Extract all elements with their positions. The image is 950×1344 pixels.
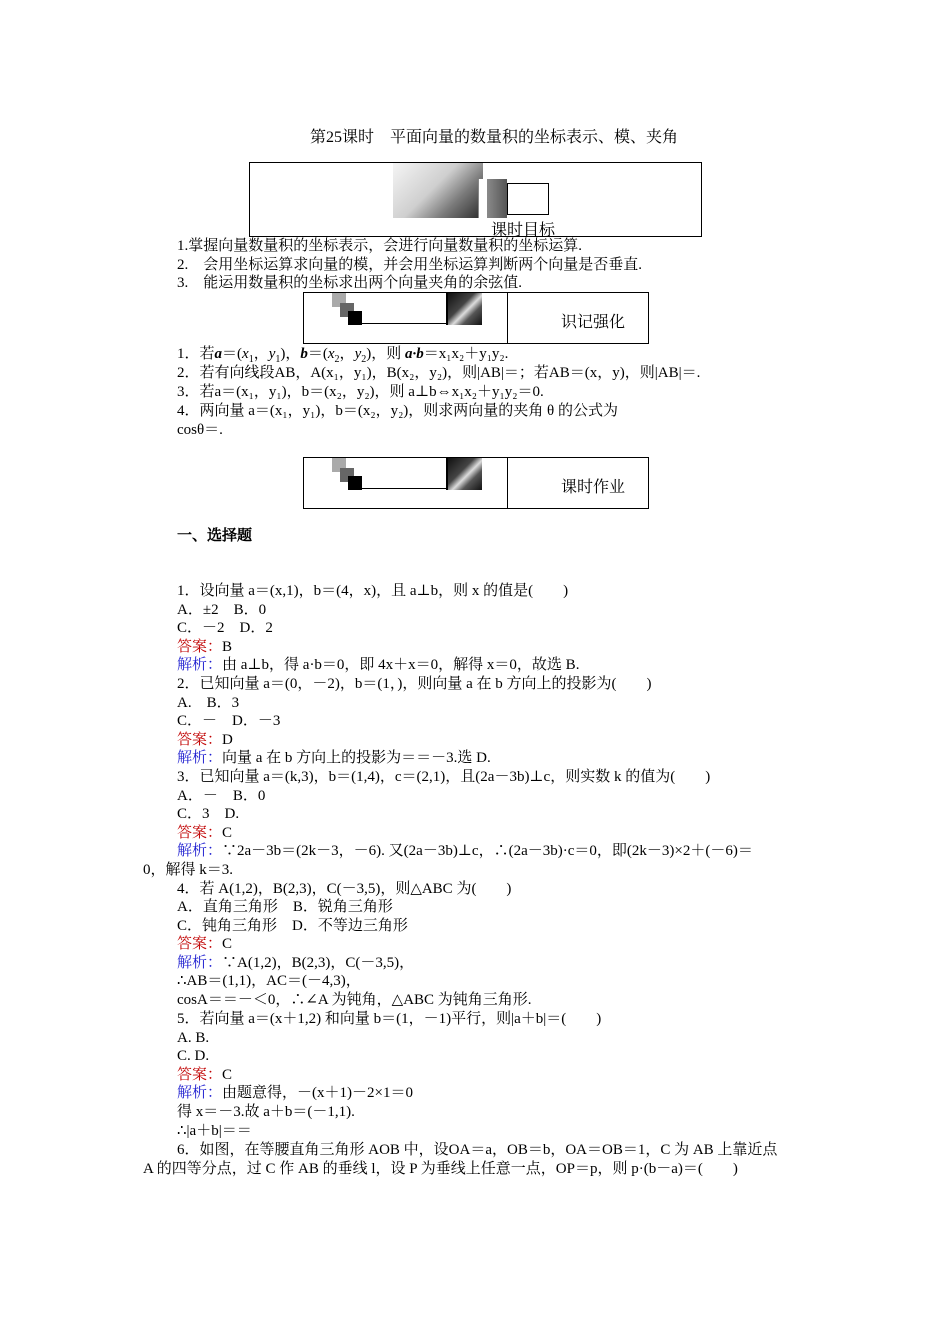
option-line: C. D.	[177, 1048, 210, 1064]
homework-banner-label: 课时作业	[561, 479, 626, 496]
answer-value: B	[222, 639, 233, 655]
text: 1．若	[177, 346, 215, 362]
option-line: A. B.	[177, 1030, 210, 1046]
text: ＝x₁x₂＋y₁y₂.	[423, 346, 509, 362]
answer-value: C	[222, 1067, 233, 1083]
explanation-line	[177, 954, 414, 972]
sub: 1	[275, 354, 281, 365]
text: ＝(	[307, 346, 328, 362]
option-line: C．－ D．－3	[177, 713, 281, 729]
vec-b: b	[300, 346, 308, 362]
explanation-label: 解析：	[177, 657, 223, 673]
goal-item: 2. 会用坐标运算求向量的模，并会用坐标运算判断两个向量是否垂直.	[177, 257, 643, 273]
explanation-continuation: cosA＝＝－＜0，∴∠A 为钝角，△ABC 为钝角三角形.	[177, 992, 532, 1008]
var: y	[354, 346, 362, 362]
goal-item: 1.掌握向量数量积的坐标表示，会进行向量数量积的坐标运算.	[177, 238, 583, 254]
explanation-line	[177, 656, 579, 674]
question-1: 1．设向量 a＝(x,1)，b＝(4，x)，且 a⊥b，则 x 的值是( )	[177, 583, 569, 599]
question-6-continuation: A 的四等分点，过 C 作 AB 的垂线 l，设 P 为垂线上任意一点，OP＝p，则 p·(b－a)＝( )	[143, 1161, 738, 1177]
answer-label: 答案：	[177, 732, 223, 748]
option-line: A．±2 B．0	[177, 602, 267, 618]
question-2: 2．已知向量 a＝(0，－2)，b＝(1，)，则向量 a 在 b 方向上的投影为( )	[177, 676, 652, 692]
sub: 2	[361, 354, 367, 365]
answer-value: C	[222, 825, 233, 841]
answer-line	[177, 935, 232, 953]
banner-pen-icon	[446, 293, 482, 325]
sub: 1	[248, 354, 254, 365]
banner-divider	[507, 458, 508, 508]
explanation-line	[177, 749, 491, 767]
banner-pen-icon	[446, 458, 482, 490]
dot-product: a·b	[404, 346, 424, 362]
explanation-text: ∵A(1,2)，B(2,3)，C(－3,5)，	[222, 955, 415, 971]
question-4: 4．若 A(1,2)，B(2,3)，C(－3,5)，则△ABC 为( )	[177, 881, 512, 897]
memory-item-4-formula: cosθ＝.	[177, 422, 223, 438]
banner-graphic-block	[487, 179, 507, 218]
explanation-text: 向量 a 在 b 方向上的投影为＝＝－3.选 D.	[222, 750, 491, 766]
explanation-label: 解析：	[177, 843, 223, 859]
page-title: 第25课时 平面向量的数量积的坐标表示、模、夹角	[309, 129, 678, 146]
memory-item-2: 2．若有向线段AB，A(x₁，y₁)，B(x₂，y₂)，则|AB|＝；若AB＝(x，y)，则|AB|＝.	[177, 365, 701, 381]
explanation-line	[177, 1084, 413, 1102]
option-line: A．－ B．0	[177, 788, 266, 804]
option-line: C．钝角三角形 D．不等边三角形	[177, 918, 408, 934]
answer-label: 答案：	[177, 639, 223, 655]
explanation-label: 解析：	[177, 750, 223, 766]
option-line: A．直角三角形 B．锐角三角形	[177, 899, 393, 915]
goal-item: 3. 能运用数量积的坐标求出两个向量夹角的余弦值.	[177, 275, 523, 291]
question-6: 6．如图，在等腰直角三角形 AOB 中，设OA＝a，OB＝b，OA＝OB＝1，C 为 AB 上靠近点	[177, 1142, 778, 1158]
var: y	[268, 346, 276, 362]
explanation-continuation: ∴|a＋b|＝＝	[177, 1123, 252, 1139]
banner-rule	[360, 323, 446, 324]
option-line: C．3 D.	[177, 806, 240, 822]
explanation-label: 解析：	[177, 955, 223, 971]
var: x	[327, 346, 335, 362]
explanation-continuation: 得 x＝－3.故 a＋b＝(－1,1).	[177, 1104, 355, 1120]
banner-divider	[507, 293, 508, 343]
answer-label: 答案：	[177, 936, 223, 952]
question-3: 3．已知向量 a＝(k,3)，b＝(1,4)，c＝(2,1)，且(2a－3b)⊥c，则实数 k 的值为( )	[177, 769, 711, 785]
text: ，	[253, 346, 269, 362]
question-5: 5．若向量 a＝(x＋1,2) 和向量 b＝(1，－1)平行，则|a＋b|＝( )	[177, 1011, 602, 1027]
memory-item-3: 3．若a＝(x₁，y₁)，b＝(x₂，y₂)，则 a⊥b⇔x₁x₂＋y₁y₂＝0.	[177, 384, 544, 400]
goals-banner-label: 课时目标	[491, 222, 556, 239]
goals-banner	[249, 162, 702, 237]
var: x	[242, 346, 249, 362]
section-heading: 一、选择题	[177, 528, 253, 544]
answer-value: D	[222, 732, 233, 748]
text: )，	[280, 346, 301, 362]
vec-a: a	[214, 346, 223, 362]
explanation-text: ∵2a－3b＝(2k－3，－6). 又(2a－3b)⊥c，∴(2a－3b)·c＝0，即(2k－3)×2＋(－6)＝	[222, 843, 753, 859]
answer-label: 答案：	[177, 825, 223, 841]
sub: 2	[334, 354, 340, 365]
option-line: C．－2 D．2	[177, 620, 273, 636]
banner-rule	[360, 488, 446, 489]
answer-line	[177, 824, 232, 842]
explanation-line	[177, 842, 753, 860]
answer-value: C	[222, 936, 233, 952]
text: ＝(	[222, 346, 243, 362]
banner-graphic	[393, 163, 483, 218]
answer-line	[177, 1066, 232, 1084]
option-line: A. B．3	[177, 695, 240, 711]
answer-line	[177, 731, 233, 749]
banner-label-box	[507, 183, 549, 215]
answer-label: 答案：	[177, 1067, 223, 1083]
memory-banner-label: 识记强化	[561, 314, 626, 331]
explanation-text: 由 a⊥b，得 a·b＝0，即 4x＋x＝0，解得 x＝0，故选 B.	[222, 657, 580, 673]
text: ，	[339, 346, 355, 362]
explanation-continuation: 0，解得 k＝3.	[143, 862, 234, 878]
homework-banner	[303, 457, 649, 509]
explanation-continuation: ∴AB＝(1,1)，AC＝(－4,3)，	[177, 973, 361, 989]
memory-item-4: 4．两向量 a＝(x₁，y₁)，b＝(x₂，y₂)，则求两向量的夹角 θ 的公式为	[177, 403, 618, 419]
memory-banner	[303, 292, 649, 344]
explanation-text: 由题意得，－(x＋1)－2×1＝0	[222, 1085, 413, 1101]
text: )，则	[366, 346, 405, 362]
explanation-label: 解析：	[177, 1085, 223, 1101]
answer-line	[177, 638, 232, 656]
